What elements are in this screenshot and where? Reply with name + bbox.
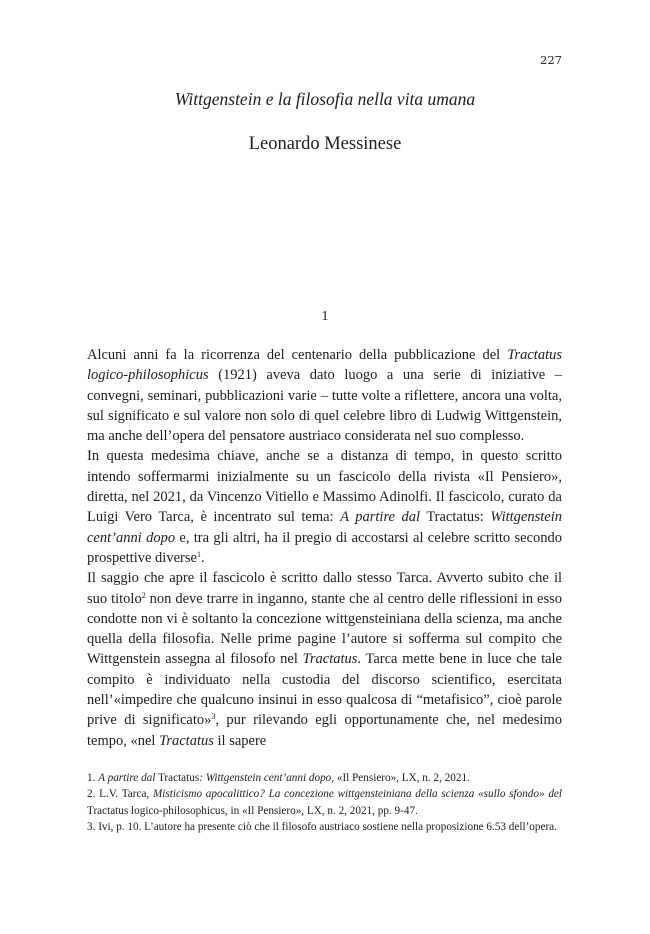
footnote-ref-2[interactable]: 2 <box>141 590 146 600</box>
footnote-ref-1[interactable]: 1 <box>196 549 201 559</box>
emphasis: A partire dal <box>340 509 421 526</box>
footnotes <box>87 770 562 836</box>
body-text <box>87 345 562 751</box>
paragraph-2: In questa medesima chiave, anche se a distanza di tempo, in questo scritto intendo soffermarmi inizialmente su un fascicolo della rivista «Il Pensiero», diretta, nel 2021, da Vincenzo Vitiello e Massimo Adinolfi. Il fascicolo, curato da Luigi Vero Tarca, è incentrato sul tema: A partire dal Tractatus: Wittgenstein cent’anni dopo e, tra gli altri, ha il pregio di accostarsi al celebre scritto secondo prospettive diverse$^1$. <box>87 448 563 566</box>
page-number: 227 <box>540 53 562 67</box>
paragraph-3: Il saggio che apre il fascicolo è scritto dallo stesso Tarca. Avverto subito che il suo titolo$^2$ non deve trarre in inganno, stante che al centro delle riflessioni in esso condotte non vi è soltanto la concezione wittgensteiniana della scienza, ma anche quella della filosofia. Nelle prime pagine l’autore si sofferma sul compito che Wittgenstein assegna al filosofo nel Tractatus. Tarca mette bene in luce che tale compito è individuato nella custodia del discorso scientifico, esercitata nell’«impedire che qualcuno insinui in esso qualcosa di “metafisico”, cioè parole prive di significato»$^3$, pur rilevando egli opportunamente che, nel medesimo tempo, «nel Tractatus il sapere <box>87 570 563 749</box>
section-number: 1 <box>321 309 329 324</box>
emphasis: Wittgenstein cent’anni dopo <box>87 509 562 546</box>
footnote-3: 3. Ivi, p. 10. L’autore ha presente ciò che il filosofo austriaco sostiene nella proposizione 6.53 dell’opera. <box>87 821 557 834</box>
footnote-ref-3[interactable]: 3 <box>211 712 216 722</box>
footnote-1: 1. A partire dal Tractatus: Wittgenstein cent’anni dopo, «Il Pensiero», LX, n. 2, 2021. <box>87 772 470 784</box>
emphasis: Tractatus logico-philosophicus <box>87 347 562 384</box>
article-author: Leonardo Messinese <box>248 134 402 154</box>
emphasis: Tractatus <box>159 732 214 749</box>
paragraph-1: Alcuni anni fa la ricorrenza del centenario della pubblicazione del Tractatus logico-philosophicus (1921) aveva dato luogo a una serie di iniziative – convegni, seminari, pubblicazioni varie – tutte volte a riflettere, ancora una volta, sul significato e sul valore non solo di quel celebre libro di Ludwig Wittgenstein, ma anche dell’opera del pensatore austriaco considerata nel suo complesso. <box>87 347 562 445</box>
emphasis: Tractatus <box>302 651 358 668</box>
article-title: Wittgenstein e la filosofia nella vita umana <box>174 89 476 109</box>
footnote-2: 2. L.V. Tarca, Misticismo apocalittico? La concezione wittgensteiniana della scienza «sullo sfondo» del Tractatus logico-philosophicus, in «Il Pensiero», LX, n. 2, 2021, pp. 9-47. <box>87 788 562 817</box>
